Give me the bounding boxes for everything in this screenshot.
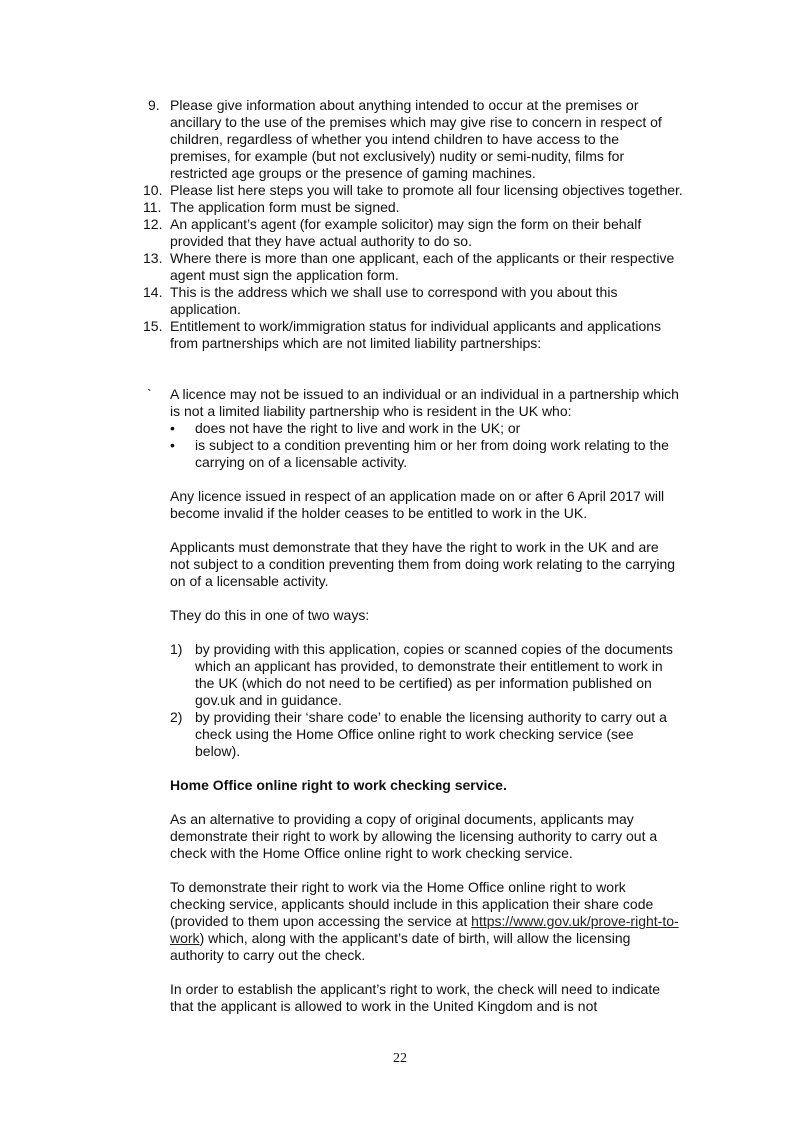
item-text: The application form must be signed.: [170, 199, 400, 215]
way-number: 2): [170, 709, 183, 725]
prove-right-to-work-link[interactable]: https://www.gov.uk/prove-right-to-work: [170, 913, 679, 946]
two-ways-paragraph: They do this in one of two ways:: [170, 607, 370, 623]
stray-backtick-mark: `: [147, 386, 152, 402]
item-number: 15.: [143, 318, 163, 334]
list-item: [143, 318, 683, 352]
bullet-item: [170, 420, 682, 437]
way-number: 1): [170, 641, 183, 657]
bullet-item: [170, 437, 682, 471]
invalid-licence-paragraph: Any licence issued in respect of an application made on or after 6 April 2017 will become invalid if the holder ceases to be entitled to work in the UK.: [170, 488, 665, 521]
list-item: [143, 182, 683, 199]
share-code-text-before: To demonstrate their right to work via the Home Office online right to work checking service, applicants should include in this application their share code (provided to them upon accessing the service at: [170, 879, 654, 929]
item-number: 13.: [143, 250, 163, 266]
item-number: 10.: [143, 182, 163, 198]
bullet-text: is subject to a condition preventing him or her from doing work relating to the carrying on of a licensable activity.: [195, 437, 669, 470]
way-item: [170, 709, 682, 760]
list-item: [143, 284, 683, 318]
demonstrate-paragraph: Applicants must demonstrate that they have the right to work in the UK and are not subject to a condition preventing them from doing work relating to the carrying on of a licensable activity.: [170, 539, 676, 589]
way-text: by providing with this application, copies or scanned copies of the documents which an applicant has provided, to demonstrate their entitlement to work in the UK (which do not need to be certified) as per information published on gov.uk and in guidance.: [195, 641, 673, 708]
numbered-notes-list: [143, 97, 683, 352]
establish-paragraph: In order to establish the applicant’s right to work, the check will need to indicate that the applicant is allowed to work in the United Kingdom and is not: [170, 981, 661, 1014]
alternative-paragraph: As an alternative to providing a copy of original documents, applicants may demonstrate their right to work by allowing the licensing authority to carry out a check with the Home Office online right to work checking service.: [170, 811, 658, 861]
item-text: Entitlement to work/immigration status for individual applicants and applications from partnerships which are not limited liability partnerships:: [170, 318, 662, 351]
list-item: [143, 97, 683, 182]
ways-list: [170, 641, 682, 760]
item-number: 14.: [143, 284, 163, 300]
list-item: [143, 199, 683, 216]
way-text: by providing their ‘share code’ to enable the licensing authority to carry out a check using the Home Office online right to work checking service (see below).: [195, 709, 667, 759]
bullet-marker: •: [170, 437, 175, 453]
bullet-text: does not have the right to live and work in the UK; or: [195, 420, 521, 436]
item-text: This is the address which we shall use to correspond with you about this application.: [170, 284, 618, 317]
item-text: An applicant’s agent (for example solicitor) may sign the form on their behalf provided that they have actual authority to do so.: [170, 216, 642, 249]
share-code-paragraph: [170, 879, 682, 964]
item-number: 9.: [148, 97, 160, 113]
page-number: 22: [393, 1051, 407, 1066]
list-item: [143, 250, 683, 284]
right-to-work-section: [170, 386, 682, 1015]
item-text: Please list here steps you will take to promote all four licensing objectives together.: [170, 182, 683, 198]
share-code-text-after: ) which, along with the applicant’s date of birth, will allow the licensing authority to carry out the check.: [170, 930, 631, 963]
bullet-list: [170, 420, 682, 471]
item-text: Where there is more than one applicant, each of the applicants or their respective agent must sign the application form.: [170, 250, 675, 283]
intro-paragraph: A licence may not be issued to an individual or an individual in a partnership which is not a limited liability partnership who is resident in the UK who:: [170, 386, 679, 419]
item-number: 12.: [143, 216, 163, 232]
list-item: [143, 216, 683, 250]
item-number: 11.: [143, 199, 162, 215]
item-text: Please give information about anything intended to occur at the premises or ancillary to the use of the premises which may give rise to concern in respect of children, regardless of whether you intend children to have access to the premises, for example (but not exclusively) nudity or semi-nudity, films for restricted age groups or the presence of gaming machines.: [170, 97, 662, 181]
bullet-marker: •: [170, 420, 175, 436]
way-item: [170, 641, 682, 709]
section-heading: Home Office online right to work checking service.: [170, 777, 507, 793]
